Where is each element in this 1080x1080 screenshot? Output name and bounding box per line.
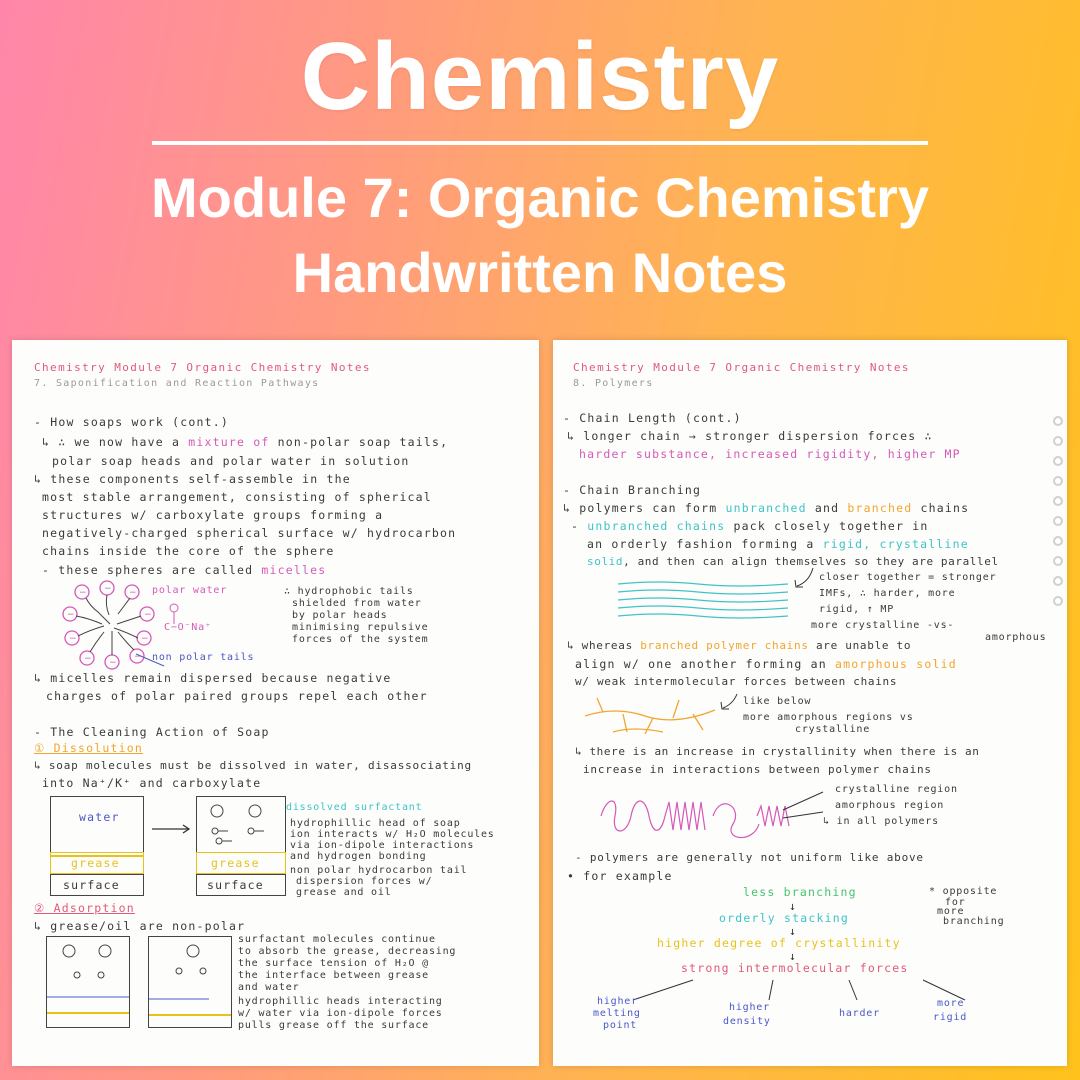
note-line: dispersion forces w/ (296, 876, 433, 887)
surfactant-sketch (197, 797, 285, 853)
label-grease: grease (71, 856, 120, 870)
note-line: forces of the system (292, 634, 429, 645)
page-header: Chemistry Module 7 Organic Chemistry Notes (573, 361, 910, 374)
note-line: hydrophillic heads interacting (238, 996, 443, 1007)
binder-ring (1053, 416, 1063, 426)
adsorption-sketch (149, 937, 231, 1027)
heading-dissolution: ① Dissolution (34, 741, 143, 755)
note-line: negatively-charged spherical surface w/ hydrocarbon (42, 526, 457, 540)
flow-step-less-branching: less branching (743, 885, 857, 899)
note-line: increase in interactions between polymer chains (583, 763, 932, 776)
note-line: crystalline (795, 724, 871, 735)
note-line: ↳ polymers can form unbranched and branched chains (563, 501, 970, 515)
branched-chains-sketch (583, 692, 723, 740)
note-line: ↳ these components self-assemble in the (34, 472, 351, 486)
note-line: more (937, 906, 965, 917)
flow-step-crystallinity: higher degree of crystallinity (657, 936, 901, 950)
note-line-highlight: harder substance, increased rigidity, higher MP (579, 447, 961, 461)
notes-page-left (12, 340, 539, 1066)
banner-divider (152, 141, 928, 145)
note-line: amorphous (985, 632, 1047, 643)
binder-ring (1053, 516, 1063, 526)
diagram-box-adsorption-2 (148, 936, 232, 1028)
note-line: ion interacts w/ H₂O molecules (290, 829, 495, 840)
note-line: the interface between grease (238, 970, 429, 981)
note-line: * opposite (929, 886, 998, 897)
label-dissolved-surfactant: dissolved surfactant (286, 802, 423, 813)
note-line: ↳ longer chain → stronger dispersion forces ∴ (567, 429, 933, 443)
label-carboxylate-ion: C−O⁻Na⁺ (164, 622, 212, 633)
flow-step-strong-imf: strong intermolecular forces (681, 961, 909, 975)
note-line: grease and oil (296, 887, 392, 898)
label-water: water (79, 810, 120, 824)
svg-text:−: − (69, 634, 77, 644)
note-line: like below (743, 696, 812, 707)
binder-ring (1053, 496, 1063, 506)
note-line: and hydrogen bonding (290, 851, 427, 862)
binder-ring (1053, 556, 1063, 566)
note-line: branching (943, 916, 1005, 927)
svg-text:−: − (67, 610, 75, 620)
flow-step-orderly-stacking: orderly stacking (719, 911, 849, 925)
note-line: non polar hydrocarbon tail (290, 865, 468, 876)
note-line: ↳ micelles remain dispersed because negative (34, 671, 392, 685)
arrow-icon (150, 822, 194, 836)
note-line: w/ weak intermolecular forces between chains (575, 675, 898, 688)
note-line: ∴ hydrophobic tails (284, 586, 414, 597)
outcome-label: higher (729, 1002, 770, 1013)
down-arrow-icon: ↓ (789, 949, 798, 963)
note-line: for (945, 897, 966, 908)
down-arrow-icon: ↓ (789, 924, 798, 938)
note-line: closer together = stronger (819, 572, 997, 583)
page-header: Chemistry Module 7 Organic Chemistry Notes (34, 361, 371, 374)
heading-how-soaps-work: - How soaps work (cont.) (34, 415, 229, 429)
notes-page-right (553, 340, 1067, 1066)
heading-chain-length: - Chain Length (cont.) (563, 411, 742, 425)
note-line: more amorphous regions vs (743, 712, 914, 723)
heading-adsorption: ② Adsorption (34, 901, 135, 915)
note-line: - unbranched chains pack closely together in (571, 519, 929, 533)
flow-branch-lines (593, 976, 1033, 1004)
binder-ring (1053, 596, 1063, 606)
label-non-polar-tails: non polar tails (152, 652, 255, 663)
note-line: - these spheres are called micelles (42, 563, 327, 577)
svg-text:−: − (79, 588, 87, 598)
grease-layer (196, 852, 286, 874)
banner-subtitle-module: Module 7: Organic Chemistry (151, 166, 929, 229)
note-line: ↳ ∴ we now have a mixture of non-polar soap tails, (42, 435, 449, 449)
note-line: to absorb the grease, decreasing (238, 946, 457, 957)
note-line: an orderly fashion forming a rigid, crystalline (587, 537, 969, 551)
down-arrow-icon: ↓ (789, 899, 798, 913)
banner-title: Chemistry (300, 23, 780, 130)
note-line: align w/ one another forming an amorphous solid (575, 657, 957, 671)
note-line: shielded from water (292, 598, 422, 609)
note-line: IMFs, ∴ harder, more (819, 588, 956, 599)
svg-text:−: − (141, 634, 149, 644)
binder-ring (1053, 536, 1063, 546)
label-surface: surface (63, 878, 120, 892)
banner (0, 0, 1080, 330)
note-line: polar soap heads and polar water in solution (52, 454, 410, 468)
surface-layer (196, 874, 286, 896)
outcome-label: higher (597, 996, 638, 1007)
note-line: most stable arrangement, consisting of spherical (42, 490, 432, 504)
note-line: the surface tension of H₂O @ (238, 958, 429, 969)
note-line: more crystalline -vs- (811, 620, 955, 631)
binder-ring (1053, 436, 1063, 446)
note-line: hydrophillic head of soap (290, 818, 461, 829)
note-line: surfactant molecules continue (238, 934, 436, 945)
outcome-label: point (603, 1020, 638, 1031)
arrow-icon (715, 692, 743, 714)
note-line: ↳ grease/oil are non-polar (34, 919, 246, 933)
polymer-regions-sketch (597, 786, 827, 840)
diagram-box-adsorption-1 (46, 936, 130, 1028)
note-line: chains inside the core of the sphere (42, 544, 335, 558)
note-line: - polymers are generally not uniform like above (575, 851, 924, 864)
svg-text:−: − (104, 584, 112, 594)
note-line: structures w/ carboxylate groups forming a (42, 508, 384, 522)
svg-text:−: − (109, 658, 117, 668)
note-line: charges of polar paired groups repel each other (46, 689, 428, 703)
binder-ring (1053, 476, 1063, 486)
binder-ring (1053, 576, 1063, 586)
unbranched-chains-sketch (613, 576, 793, 626)
svg-text:−: − (84, 654, 92, 664)
label-surface: surface (207, 878, 264, 892)
svg-text:−: − (129, 588, 137, 598)
svg-text:−: − (134, 652, 142, 662)
note-line: pulls grease off the surface (238, 1020, 429, 1031)
note-line: minimising repulsive (292, 622, 429, 633)
section-title: 7. Saponification and Reaction Pathways (34, 378, 320, 389)
note-line: solid, and then can align themselves so they are parallel (587, 555, 999, 568)
surface-layer (50, 874, 144, 896)
outcome-label: harder (839, 1008, 880, 1019)
arrow-icon (789, 566, 819, 592)
outcome-label: density (723, 1016, 771, 1027)
note-line: w/ water via ion-dipole forces (238, 1008, 443, 1019)
section-title: 8. Polymers (573, 378, 654, 389)
grease-layer (50, 852, 144, 874)
note-line: ↳ there is an increase in crystallinity when there is an (575, 745, 980, 758)
heading-chain-branching: - Chain Branching (563, 483, 702, 497)
note-line: and water (238, 982, 300, 993)
label-polar-water: polar water (152, 585, 228, 596)
note-line: ↳ whereas branched polymer chains are unable to (567, 639, 912, 652)
outcome-label: more (937, 998, 965, 1009)
label-amorphous-region: amorphous region (835, 800, 945, 811)
note-line: into Na⁺/K⁺ and carboxylate (42, 776, 262, 790)
outcome-label: melting (593, 1008, 641, 1019)
note-line: rigid, ↑ MP (819, 604, 895, 615)
banner-subtitle-notes: Handwritten Notes (292, 241, 788, 304)
note-line: via ion-dipole interactions (290, 840, 475, 851)
heading-cleaning-action: - The Cleaning Action of Soap (34, 725, 270, 739)
label-crystalline-region: crystalline region (835, 784, 958, 795)
note-line: • for example (567, 869, 673, 883)
note-line: ↳ soap molecules must be dissolved in water, disassociating (34, 759, 472, 772)
outcome-label: rigid (933, 1012, 968, 1023)
binder-ring (1053, 456, 1063, 466)
adsorption-sketch (47, 937, 129, 1027)
note-line: ↳ in all polymers (823, 816, 939, 827)
note-line: by polar heads (292, 610, 388, 621)
label-grease: grease (211, 856, 260, 870)
svg-text:−: − (144, 610, 152, 620)
